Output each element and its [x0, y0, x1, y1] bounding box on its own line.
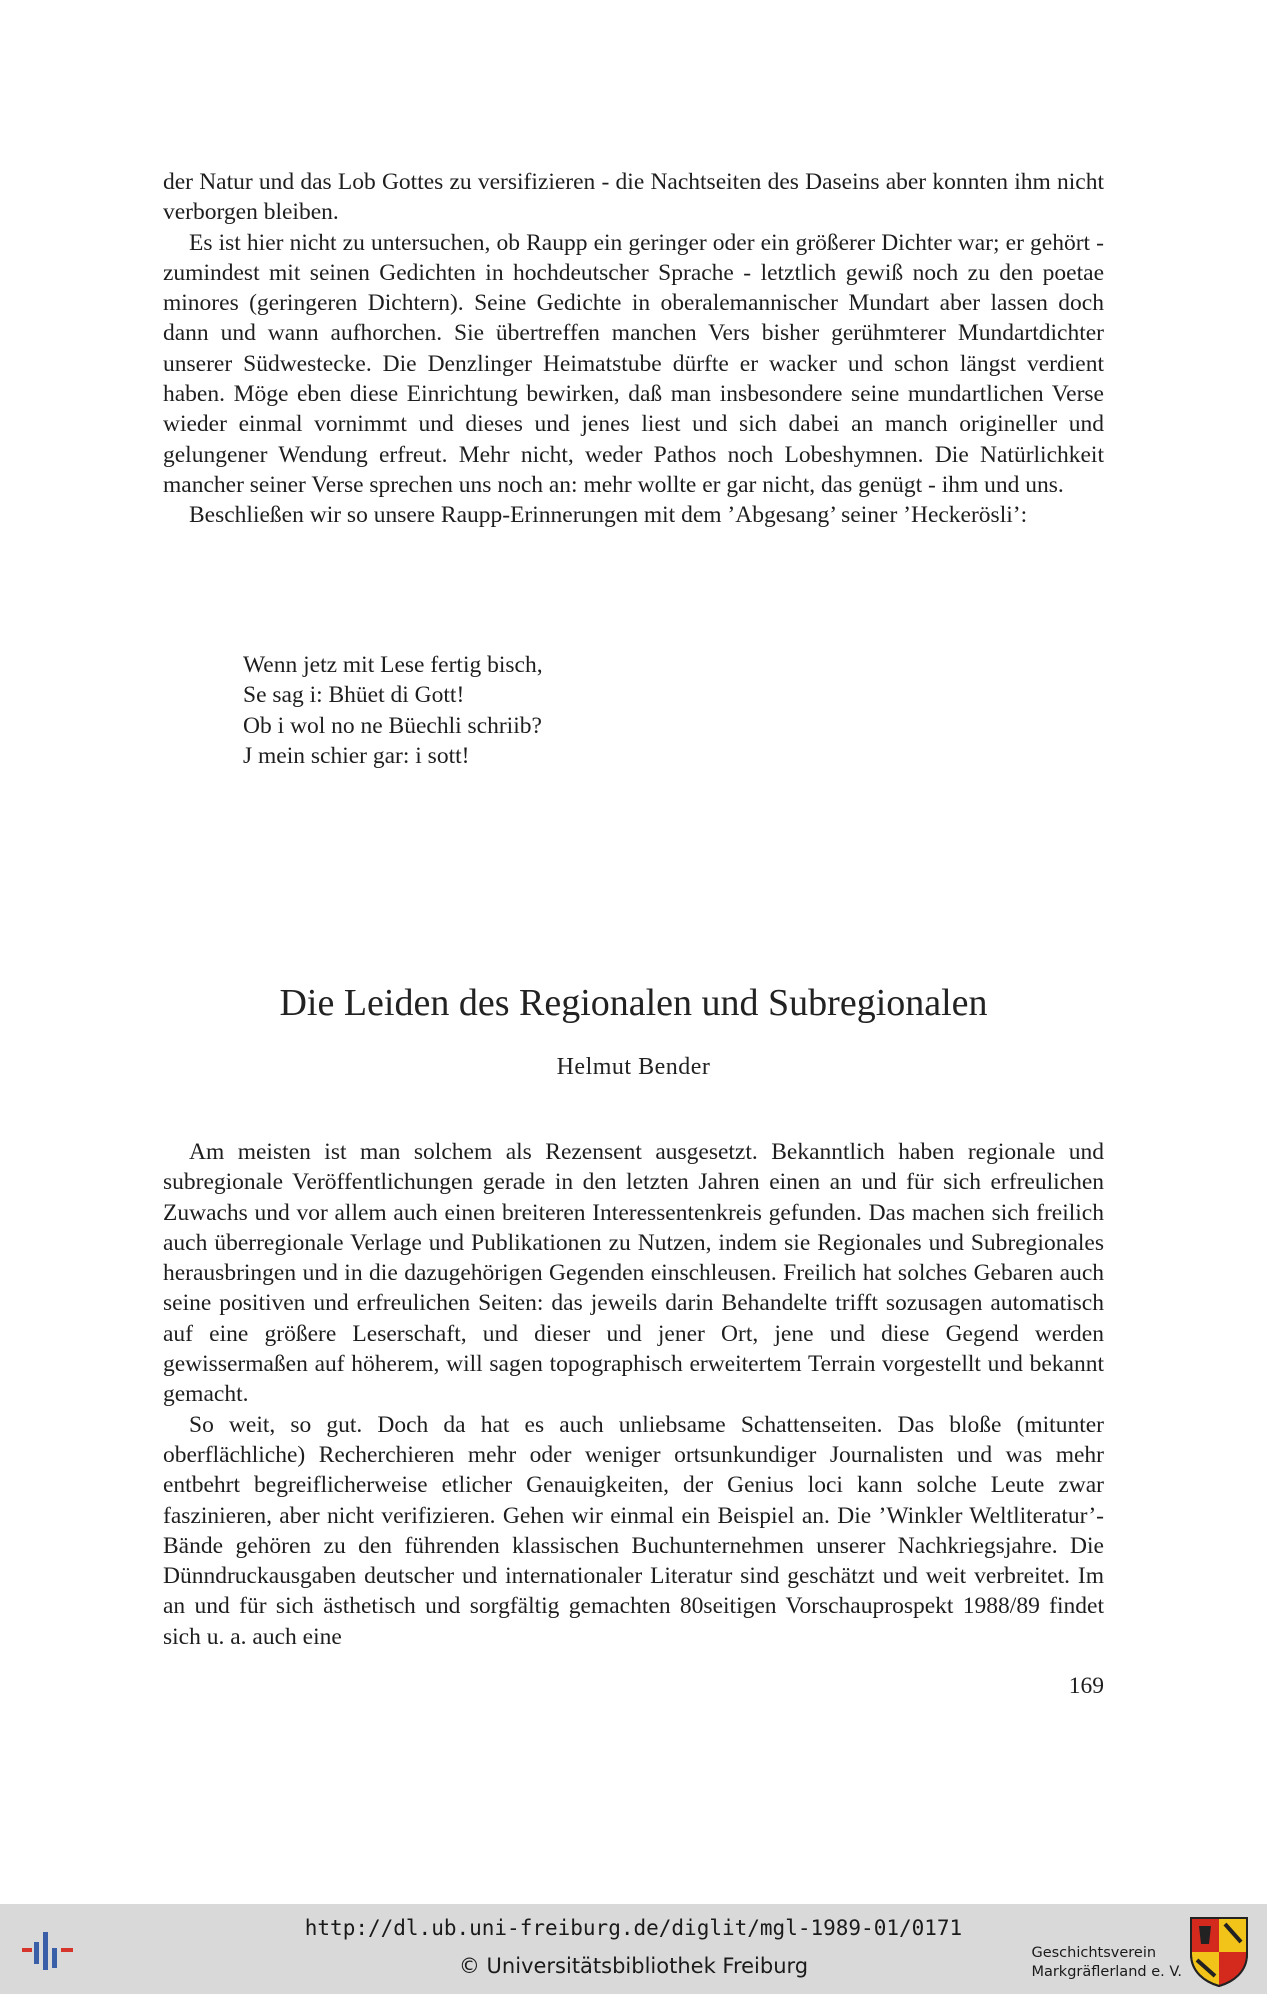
society-line: Geschichtsverein — [1031, 1945, 1157, 1961]
article-author: Helmut Bender — [556, 1054, 711, 1080]
paragraph: Es ist hier nicht zu untersuchen, ob Raupp ein geringer oder ein größerer Dichter war; er gehört - zumindest mit seinen Gedichten in hochdeutscher Sprache - letztlich gewiß noch zu den poetae minores (geringeren Dichtern). Seine Gedichte in oberalemannischer Mundart aber lassen doch dann und wann aufhorchen. Sie übertreffen manchen Vers bisher gerühmterer Mundartdichter unserer Südwestecke. Die Denzlinger Heimatstube dürfte er wacker und schon längst verdient haben. Möge eben diese Einrichtung bewirken, daß man insbesondere seine mundartlichen Verse wieder einmal vornimmt und dieses und jenes liest und sich dabei an manch origineller und gelungener Wendung erfreut. Mehr nicht, weder Pathos noch Lobeshymnen. Die Natürlichkeit mancher seiner Verse sprechen uns noch an: mehr wollte er gar nicht, das genügt - ihm und uns. — [163, 229, 1104, 498]
article-title: Die Leiden des Regionalen und Subregionalen — [279, 982, 988, 1024]
poem-line: J mein schier gar: i sott! — [243, 742, 470, 769]
page-number: 169 — [1068, 1673, 1104, 1699]
poem-line: Wenn jetz mit Lese fertig bisch, — [243, 652, 543, 678]
paragraph: der Natur und das Lob Gottes zu versifizieren - die Nachtseiten des Daseins aber konnten ihm nicht verborgen bleiben. — [163, 169, 1104, 226]
footer-bar — [0, 1904, 1267, 1994]
poem-stanza — [243, 650, 543, 771]
article-continuation — [163, 167, 1104, 531]
poem-line: Se sag i: Bhüet di Gott! — [243, 682, 465, 709]
coat-of-arms-icon — [1187, 1914, 1251, 1988]
society-line: Markgräflerland e. V. — [1031, 1964, 1182, 1980]
society-name — [1031, 1944, 1182, 1982]
article-body — [163, 1137, 1104, 1652]
document-url[interactable]: http://dl.ub.uni-freiburg.de/diglit/mgl-1989-01/0171 — [304, 1916, 963, 1940]
poem-line: Ob i wol no ne Büechli schriib? — [243, 712, 542, 739]
paragraph: Beschließen wir so unsere Raupp-Erinnerungen mit dem ’Abgesang’ seiner ’Heckerösli’: — [189, 502, 1028, 529]
paragraph: So weit, so gut. Doch da hat es auch unliebsame Schattenseiten. Das bloße (mitunter oberflächliche) Recherchieren mehr oder weniger ortsunkundiger Journalisten und was mehr entbehrt begreiflicherweise etlicher Genauigkeiten, der Genius loci kann solche Leute zwar faszinieren, aber nicht verifizieren. Gehen wir einmal ein Beispiel an. Die ’Winkler Weltliteratur’-Bände gehören zu den führenden klassischen Buchunternehmen unserer Nachkriegsjahre. Die Dünndruckausgaben deutscher und internationaler Literatur sind geschätzt und weit verbreitet. Im an und für sich ästhetisch und sorgfältig gemachten 80seitigen Vorschauprospekt 1988/89 findet sich u. a. auch eine — [163, 1411, 1104, 1650]
paragraph: Am meisten ist man solchem als Rezensent ausgesetzt. Bekanntlich haben regionale und subregionale Veröffentlichungen gerade in den letzten Jahren einen an und für sich erfreulichen Zuwachs und vor allem auch einen breiteren Interessentenkreis gefunden. Das machen sich freilich auch überregionale Verlage und Publikationen zu Nutzen, indem sie Regionales und Subregionales herausbringen und in die dazugehörigen Gegenden einschleusen. Freilich hat solches Gebaren auch seine positiven und erfreulichen Seiten: das jeweils darin Behandelte trifft sozusagen automatisch auf eine größere Leserschaft, und dieser und jener Ort, jene und diese Gegend werden gewissermaßen auf höherem, will sagen topographisch erweitertem Terrain vorgestellt und bekannt gemacht. — [163, 1139, 1104, 1408]
copyright-notice: © Universitätsbibliothek Freiburg — [458, 1954, 809, 1978]
